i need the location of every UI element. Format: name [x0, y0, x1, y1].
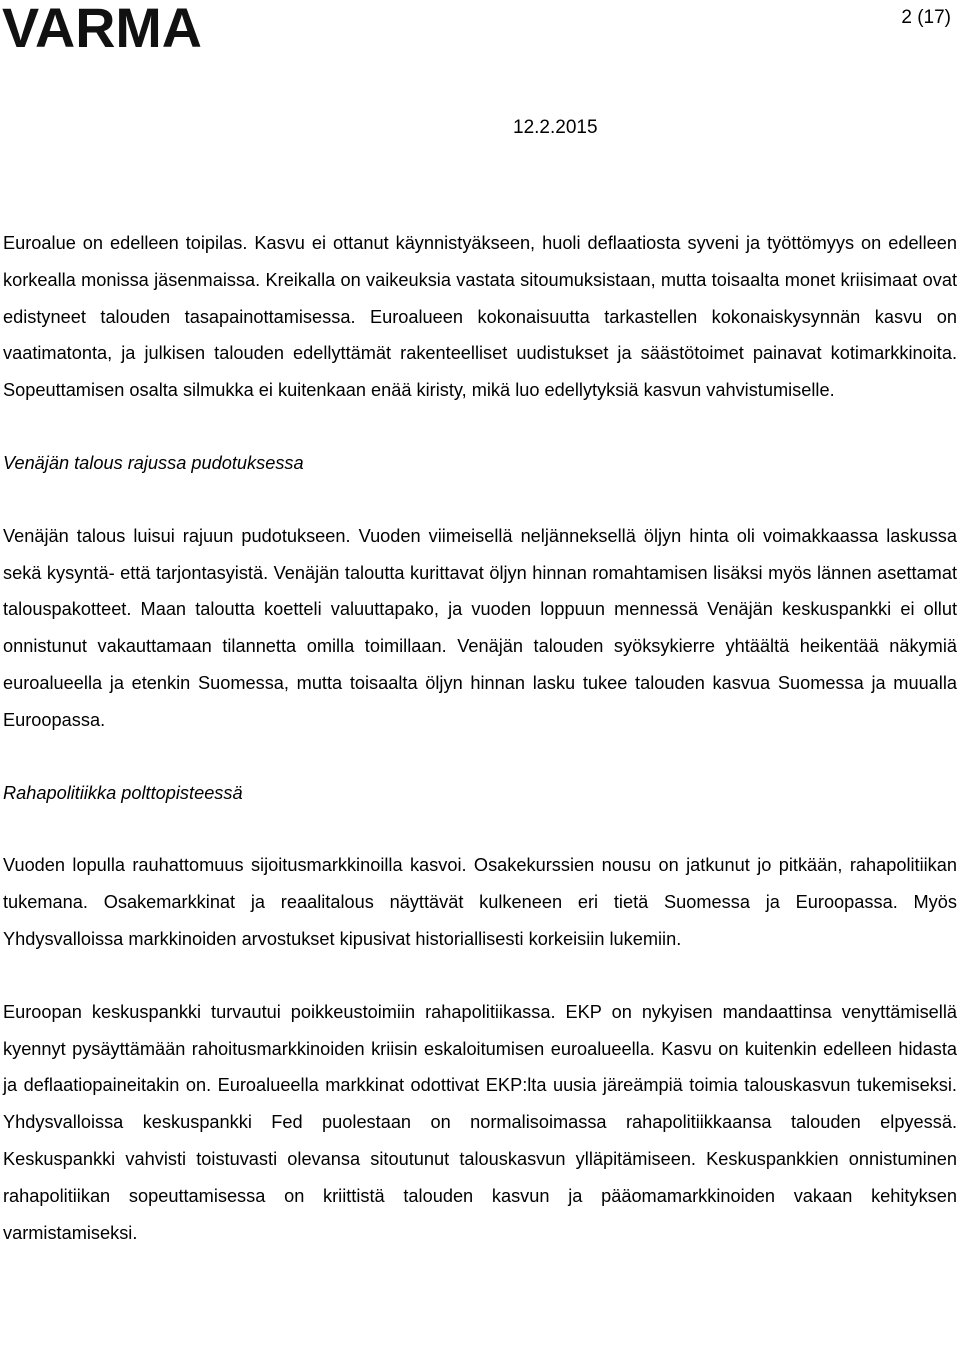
paragraph-russia: Venäjän talous luisui rajuun pudotukseen. Vuoden viimeisellä neljänneksellä öljyn hinta oli voimakkaassa laskussa sekä kysyntä- että tarjontasyistä. Venäjän taloutta kurittavat öljyn hinnan romahtamisen lisäksi myös lännen asettamat talouspakotteet. Maan taloutta koetteli valuuttapako, ja vuoden loppuun mennessä Venäjän keskuspankki ei ollut onnistunut vakauttamaan tilannetta omilla toimillaan. Venäjän talouden syöksykierre yhtäältä heikentää näkymiä euroalueella ja etenkin Suomessa, mutta toisaalta öljyn hinnan lasku tukee talouden kasvua Suomessa ja muualla Euroopassa.	[3, 525, 957, 730]
heading-monetary-policy: Rahapolitiikka polttopisteessä	[3, 782, 243, 803]
page-number: 2 (17)	[901, 7, 951, 28]
document-date: 12.2.2015	[513, 117, 598, 138]
paragraph-markets: Vuoden lopulla rauhattomuus sijoitusmarkkinoilla kasvoi. Osakekurssien nousu on jatkunut jo pitkään, rahapolitiikan tukemana. Osakemarkkinat ja reaalitalous näyttävät kulkeneen eri tietä Suomessa ja Euroopassa. Myös Yhdysvalloissa markkinoiden arvostukset kipusivat historiallisesti korkeisiin lukemiin.	[3, 855, 957, 949]
paragraph-eurozone: Euroalue on edelleen toipilas. Kasvu ei ottanut käynnistyäkseen, huoli deflaatiosta syveni ja työttömyys on edelleen korkealla monissa jäsenmaissa. Kreikalla on vaikeuksia vastata sitoumuksistaan, mutta toisaalta monet kriisimaat ovat edistyneet talouden tasapainottamisessa. Euroalueen kokonaisuutta tarkastellen kokonaiskysynnän kasvu on vaatimatonta, ja julkisen talouden edellyttämät rakenteelliset uudistukset ja säästötoimet painavat kotimarkkinoita. Sopeuttamisen osalta silmukka ei kuitenkaan enää kiristy, mikä luo edellytyksiä kasvun vahvistumiselle.	[3, 233, 957, 401]
heading-russia: Venäjän talous rajussa pudotuksessa	[3, 452, 304, 473]
logo-text: VARMA	[2, 4, 202, 50]
document-body	[3, 225, 957, 1251]
paragraph-central-banks: Euroopan keskuspankki turvautui poikkeustoimiin rahapolitiikassa. EKP on nykyisen mandaattinsa venyttämisellä kyennyt pysäyttämään rahoitusmarkkinoiden kriisin eskaloitumisen euroalueella. Kasvu on kuitenkin edelleen hidasta ja deflaatiopaineitakin on. Euroalueella markkinat odottivat EKP:lta uusia järeämpiä toimia talouskasvun tukemiseksi. Yhdysvalloissa keskuspankki Fed puolestaan on normalisoimassa rahapolitiikkaansa talouden elpyessä. Keskuspankki vahvisti toistuvasti olevansa sitoutunut talouskasvun ylläpitämiseen. Keskuspankkien onnistuminen rahapolitiikan sopeuttamisessa on kriittistä talouden kasvun ja pääomamarkkinoiden vakaan kehityksen varmistamiseksi.	[3, 1001, 957, 1243]
varma-logo	[2, 4, 202, 50]
